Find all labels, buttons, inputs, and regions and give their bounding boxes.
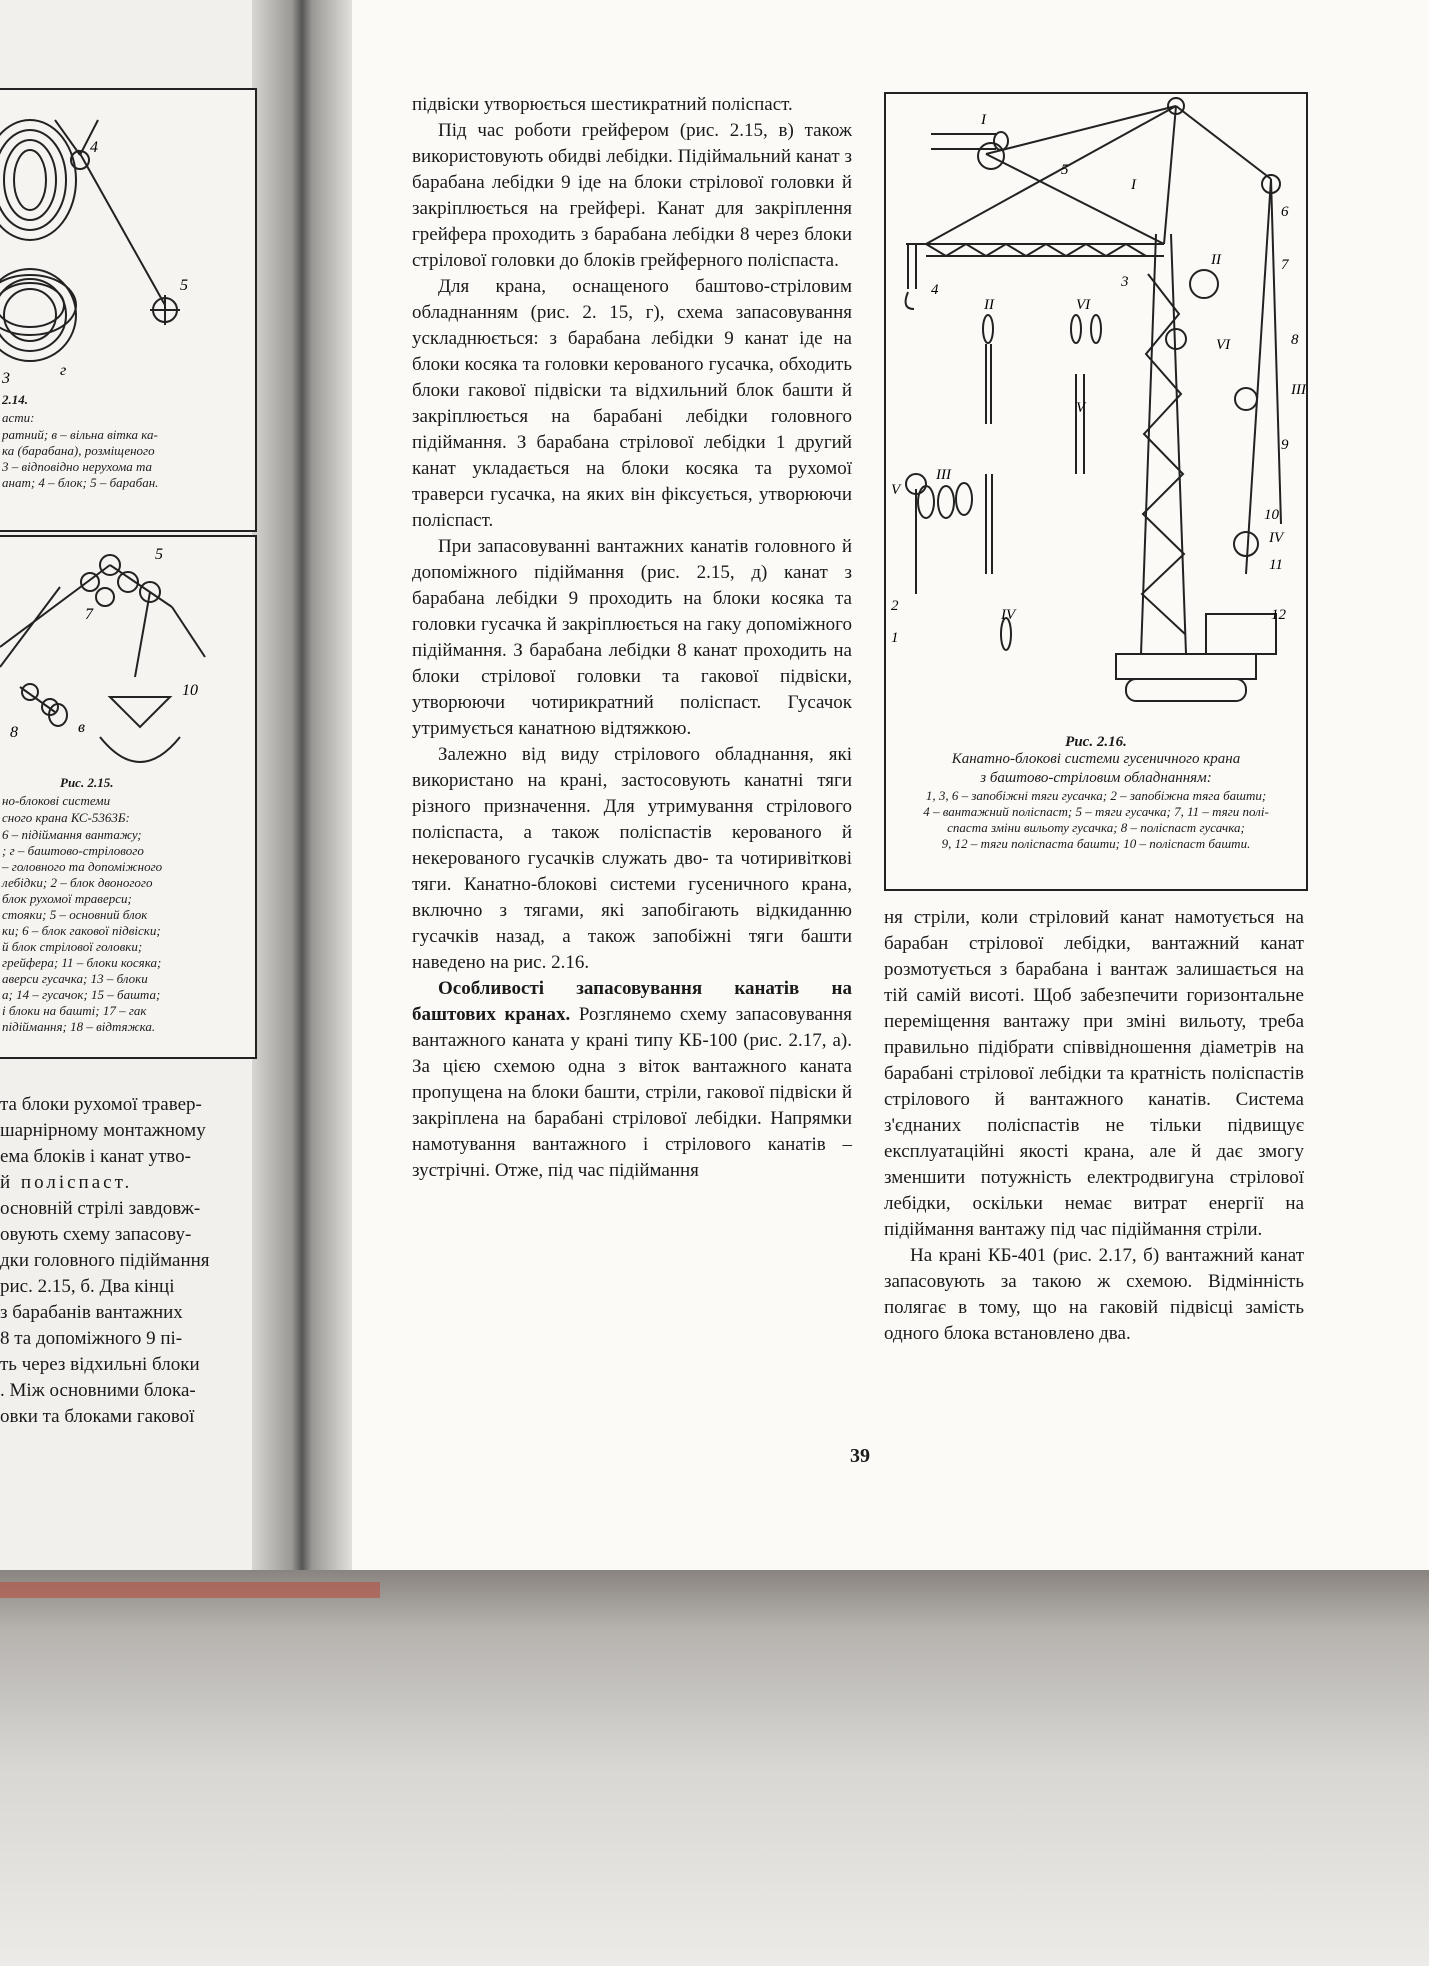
fig216-label-12: 12	[1271, 607, 1286, 623]
fig214-label-5: 5	[180, 277, 188, 294]
fig215-caption-line-3: 6 – підіймання вантажу;	[2, 827, 142, 842]
col1-paragraph-1: Під час роботи грейфером (рис. 2.15, в) також використовують обидві лебідки. Підіймальний канат з барабана лебідки 9 іде на блоки стрілової головки й закріплюється на грейфері. Канат для закріплення грейфера проходить з барабана лебідки 8 через блоки стрілової головки до блоків грейферного поліспаста.	[412, 120, 852, 271]
fig215-caption-line-15: підіймання; 18 – відтяжка.	[2, 1019, 156, 1034]
col1-paragraph-0: підвіски утворюється шестикратний поліспаст.	[412, 94, 793, 115]
figure-2-16-caption	[886, 734, 1306, 852]
fig215-caption-line-4: ; г – баштово-стрілового	[2, 843, 144, 858]
left-line-12: овки та блоками гакової	[0, 1406, 195, 1427]
fig215-caption-title: Рис. 2.15.	[60, 775, 114, 790]
page-number: 39	[850, 1445, 870, 1467]
scan-bottom-shadow	[0, 1570, 1429, 1966]
book-cover-edge	[0, 1582, 380, 1598]
figure-2-15-box	[0, 535, 257, 1059]
text-column-1	[412, 92, 852, 1184]
fig215-label-v: в	[78, 719, 85, 736]
fig215-caption-line-7: блок рухомої траверси;	[2, 891, 132, 906]
fig216-label-11: 11	[1269, 557, 1283, 573]
fig216-label-10: 10	[1264, 507, 1279, 523]
fig216-label-8: 8	[1291, 332, 1299, 348]
left-line-4: основній стрілі завдовж-	[0, 1198, 201, 1219]
fig214-caption-line-2: ратний; в – вільна вітка ка-	[2, 427, 158, 442]
fig216-label-9: 9	[1281, 437, 1289, 453]
col2-paragraph-0: ня стріли, коли стріловий канат намотується на барабан стрілової лебідки, вантажний канат розмотується з барабана і вантаж залишається на тій самій висоті. Щоб забезпечити горизонтальне переміщення вантажу при зміні вильоту, треба правильно підібрати співвідношення діаметрів на барабані стрілової лебідки та кратність поліспастів стрілового й вантажного канатів. Система з'єднаних поліспастів не тільки підвищує експлуатаційні якості крана, але й дає змогу зменшити потужність електродвигуна стрілової лебідки, оскільки немає витрат енергії на підіймання вантажу під час підіймання стріли.	[884, 907, 1304, 1240]
fig215-caption-line-5: – головного та допоміжного	[2, 859, 163, 874]
figure-2-15-drawing	[0, 537, 255, 777]
fig215-caption-line-9: ки; 6 – блок гакової підвіски;	[2, 923, 161, 938]
fig216-label-II-detail: II	[984, 297, 994, 313]
fig215-label-7: 7	[85, 606, 93, 623]
fig216-label-7: 7	[1281, 257, 1289, 273]
fig215-label-8: 8	[10, 724, 18, 741]
fig216-label-VI-detail: VI	[1076, 297, 1091, 313]
fig216-caption-line-2: 1, 3, 6 – запобіжні тяги гусачка; 2 – запобіжна тяга башти;	[925, 788, 1267, 803]
fig216-label-VI: VI	[1216, 337, 1231, 353]
fig215-caption-line-2: сного крана КС-5363Б:	[2, 810, 130, 825]
col1-paragraph-4: Залежно від виду стрілового обладнання, які використано на крані, застосовують канатні тяги різного призначення. Для утримування стрілового поліспаста, а також поліспастів керованого й некерованого гусачків служать дво- та чотиривіткові тяги. Канатно-блокові системи гусеничного крана, включно з тягами, які запобігають відкиданню гусачків назад, а також запобіжні тяги башти наведено на рис. 2.16.	[412, 744, 852, 973]
figure-2-16-box	[884, 92, 1308, 891]
figure-2-16-drawing	[886, 94, 1306, 729]
fig216-caption-line-1: з баштово-стріловим обладнанням:	[980, 770, 1212, 786]
fig216-label-4: 4	[931, 282, 939, 298]
fig216-label-IV-detail: IV	[1001, 607, 1016, 623]
left-line-6: дки головного підіймання	[0, 1250, 210, 1271]
fig214-caption-line-4: 3 – відповідно нерухома та	[2, 459, 153, 474]
fig216-caption-line-3: 4 – вантажний поліспаст; 5 – тяги гусачка; 7, 11 – тяги полі-	[923, 804, 1269, 819]
text-column-2	[884, 905, 1304, 1347]
col1-paragraph-3: При запасовуванні вантажних канатів головного й допоміжного підіймання (рис. 2.15, д) канат з барабана лебідки 9 проходить на блоки косяка та головки гусачка й закріплюється на гаку допоміжного підіймання. З барабана лебідки 8 канат проходить на блоки стрілової головки та гакової підвіски, утворюючи чотирикратний поліспаст. Гусачок утримується канатною відтяжкою.	[412, 536, 852, 739]
fig216-label-2: 2	[891, 598, 899, 614]
fig214-caption-line-5: анат; 4 – блок; 5 – барабан.	[2, 475, 159, 490]
col2-paragraph-1: На крані КБ-401 (рис. 2.17, б) вантажний канат запасовують за такою ж схемою. Відмінність полягає в тому, що на гаковій підвісці замість одного блока встановлено два.	[884, 1245, 1304, 1344]
fig216-label-3: 3	[1121, 274, 1129, 290]
left-line-1: шарнірному монтажному	[0, 1120, 206, 1141]
fig216-caption-line-4: спаста зміни вильоту гусачка; 8 – поліспаст гусачка;	[947, 820, 1245, 835]
fig216-label-V: V	[891, 482, 901, 498]
fig216-label-6: 6	[1281, 204, 1289, 220]
left-line-9: 8 та допоміжного 9 пі-	[0, 1328, 183, 1349]
fig216-label-III: III	[1291, 382, 1306, 398]
left-line-10: ть через відхильні блоки	[0, 1354, 200, 1375]
left-page-text	[0, 1092, 256, 1430]
fig216-label-I: I	[1131, 177, 1136, 193]
fig216-label-IV: IV	[1269, 530, 1284, 546]
fig214-caption-line-0: 2.14.	[2, 392, 28, 407]
left-line-3: й поліспаст.	[0, 1172, 133, 1193]
left-line-11: . Між основними блока-	[0, 1380, 196, 1401]
left-line-7: рис. 2.15, б. Два кінці	[0, 1276, 175, 1297]
fig216-label-5: 5	[1061, 162, 1069, 178]
fig215-caption-line-14: і блоки на башті; 17 – гак	[2, 1003, 147, 1018]
col1-paragraph-5-body: Розглянемо схему запасовування вантажного каната у крані типу КБ-100 (рис. 2.17, а). За цією схемою одна з віток вантажного каната пропущена на блоки башти, стріли, гакової підвіски й закріплена на барабані стрілової лебідки. Напрямки намотування вантажного і стрілового канатів – зустрічні. Отже, під час підіймання	[412, 1004, 852, 1181]
fig216-caption-line-5: 9, 12 – тяги поліспаста башти; 10 – поліспаст башти.	[941, 836, 1251, 851]
col1-paragraph-5-heading: Особливості запасовування канатів на баштових кранах.	[412, 978, 852, 1025]
left-line-2: ема блоків і канат утво-	[0, 1146, 191, 1167]
left-line-0: та блоки рухомої травер-	[0, 1094, 202, 1115]
figure-2-14-box	[0, 88, 257, 532]
fig216-label-II: II	[1211, 252, 1221, 268]
fig216-label-III-detail: III	[936, 467, 951, 483]
fig216-label-1: 1	[891, 630, 899, 646]
fig215-caption-line-13: а; 14 – гусачок; 15 – башта;	[2, 987, 161, 1002]
fig214-label-4: 4	[90, 139, 98, 156]
fig214-caption-line-3: ка (барабана), розміщеного	[2, 443, 155, 458]
fig216-label-I-top: I	[981, 112, 986, 128]
fig215-caption-line-12: аверси гусачка; 13 – блоки	[2, 971, 148, 986]
col1-paragraph-5	[412, 976, 852, 1184]
fig215-caption-line-1: но-блокові системи	[2, 793, 111, 808]
fig216-title: Рис. 2.16.	[1065, 734, 1127, 750]
fig215-caption-line-10: й блок стрілової головки;	[2, 939, 143, 954]
fig214-label-g: г	[60, 362, 67, 379]
left-line-8: з барабанів вантажних	[0, 1302, 183, 1323]
fig215-caption-line-6: лебідки; 2 – блок двоногого	[2, 875, 153, 890]
fig214-caption-line-1: асти:	[2, 410, 35, 425]
col1-paragraph-2: Для крана, оснащеного баштово-стріловим обладнанням (рис. 2. 15, г), схема запасовування ускладнюється: з барабана лебідки 9 канат іде на блоки косяка та головки керованого гусачка, обходить блоки гакової підвіски та відхильний блок башти й закріплюється на барабані лебідки головного підіймання. З барабана стрілової лебідки 1 другий канат укладається на блоки косяка та рухомої траверси гусачка, на яких він фіксується, утворюючи поліспаст.	[412, 276, 852, 531]
fig216-caption-line-0: Канатно-блокові системи гусеничного крана	[951, 751, 1241, 767]
fig215-caption-line-11: грейфера; 11 – блоки косяка;	[2, 955, 162, 970]
book-gutter	[252, 0, 352, 1590]
fig215-caption-line-8: стояки; 5 – основний блок	[2, 907, 148, 922]
fig215-label-5: 5	[155, 546, 163, 563]
fig216-label-V-detail: V	[1076, 400, 1086, 416]
fig214-label-3: 3	[2, 370, 10, 387]
left-line-5: овують схему запасову-	[0, 1224, 192, 1245]
fig215-label-10: 10	[182, 682, 198, 699]
